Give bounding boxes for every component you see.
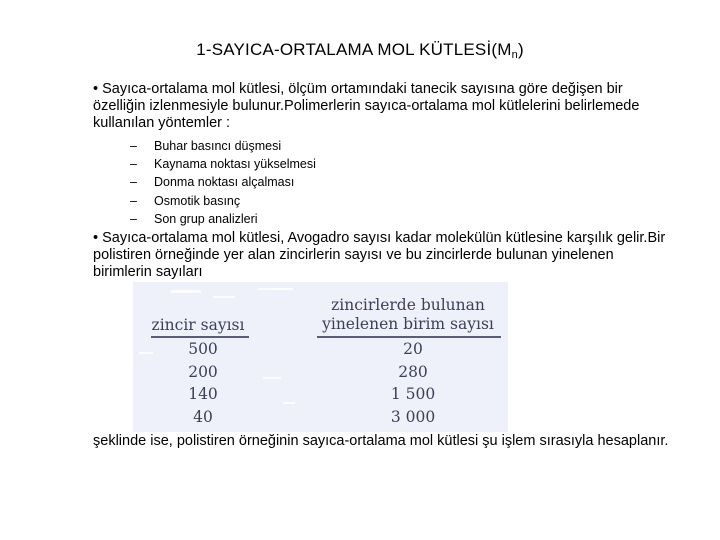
scan-artifact xyxy=(139,352,153,354)
scan-artifact xyxy=(263,377,281,379)
method-label: Osmotik basınç xyxy=(154,193,241,208)
list-dash: – xyxy=(130,139,137,153)
page-title xyxy=(0,40,720,61)
title-subscript: n xyxy=(511,49,518,61)
method-label: Kaynama noktası yükselmesi xyxy=(154,157,316,172)
scan-artifact xyxy=(213,296,235,298)
repeat-unit-header xyxy=(313,296,503,334)
chain-count-column xyxy=(163,338,243,428)
table-cell: 200 xyxy=(188,362,218,381)
method-label: Buhar basıncı düşmesi xyxy=(154,139,282,153)
table-cell: 140 xyxy=(188,385,218,403)
table-cell: 40 xyxy=(193,407,213,426)
method-label: Donma noktası alçalması xyxy=(154,175,295,190)
list-item xyxy=(130,137,530,155)
intro-paragraph: • Sayıca-ortalama mol kütlesi, ölçüm ortamındaki tanecik sayısına göre değişen bir özelliğin izlenmesiyle bulunur.Polimerlerin sayıca-ortalama mol kütlelerini belirlemede kullanılan yöntemler : xyxy=(93,81,640,131)
repeat-unit-column xyxy=(353,338,473,428)
calculation-paragraph: şeklinde ise, polistiren örneğinin sayıca-ortalama mol kütlesi şu işlem sırasıyla hesaplanır. xyxy=(93,433,669,449)
table-cell: 20 xyxy=(403,340,423,358)
list-dash: – xyxy=(130,157,137,172)
list-item xyxy=(130,155,530,173)
scan-artifact xyxy=(171,290,201,293)
methods-list xyxy=(130,137,530,228)
title-close: ) xyxy=(517,40,524,59)
repeat-unit-header-line1: zincirlerde bulunan xyxy=(331,296,485,314)
avogadro-paragraph: • Sayıca-ortalama mol kütlesi, Avogadro sayısı kadar molekülün kütlesine karşılık gelir.Bir polistiren örneğinde yer alan zincirlerin sayısı ve bu zincirlerde bulunan yinelenen birimlerin sayıları xyxy=(93,230,666,280)
method-label: Son grup analizleri xyxy=(154,211,258,226)
list-dash: – xyxy=(130,211,137,226)
polystyrene-table-image xyxy=(133,282,508,432)
scan-artifact xyxy=(258,288,293,290)
table-cell: 280 xyxy=(398,362,428,381)
list-item xyxy=(130,173,530,191)
scan-artifact xyxy=(283,402,295,404)
list-item xyxy=(130,210,530,228)
repeat-unit-header-line2: yinelenen birim sayısı xyxy=(322,315,494,333)
table-cell: 1 500 xyxy=(390,385,436,403)
chain-count-header: zincir sayısı xyxy=(151,316,245,334)
list-dash: – xyxy=(130,193,137,208)
list-dash: – xyxy=(130,175,137,190)
table-cell: 3 000 xyxy=(390,407,436,426)
table-cell: 500 xyxy=(188,340,218,358)
list-item xyxy=(130,192,530,210)
title-main: 1-SAYICA-ORTALAMA MOL KÜTLESİ(M xyxy=(196,40,512,59)
